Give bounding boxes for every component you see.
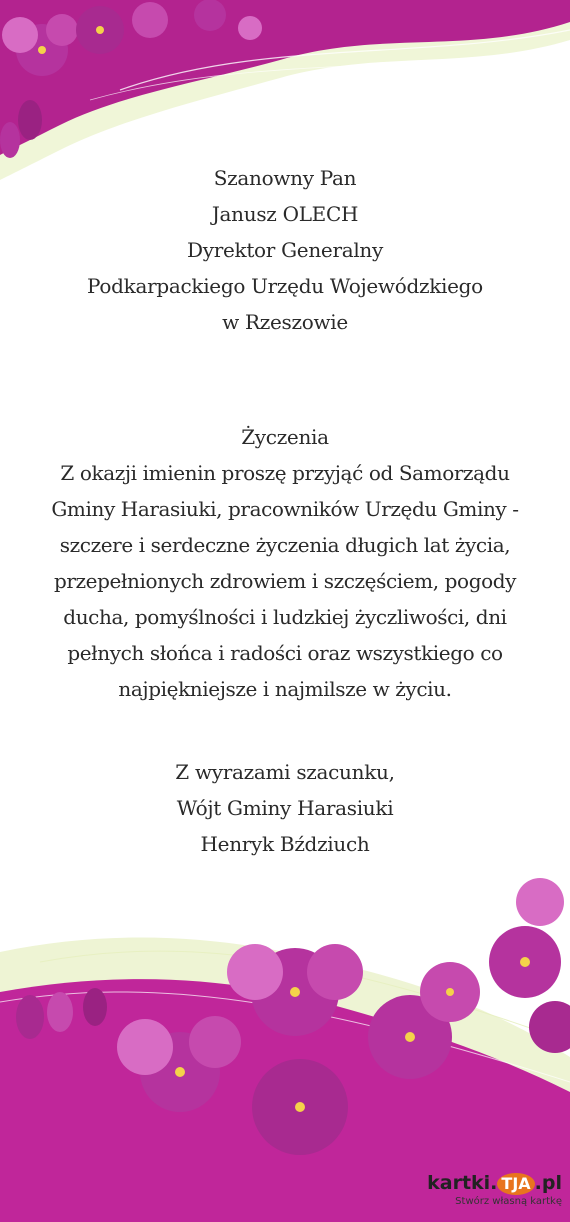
greeting-line-1: Z okazji imienin proszę przyjąć od Samorządu <box>60 461 510 485</box>
recipient-line-4: Podkarpackiego Urzędu Wojewódzkiego <box>87 274 483 298</box>
top-floral-decoration <box>0 0 570 180</box>
logo-tagline: Stwórz własną kartkę <box>455 1196 562 1207</box>
greeting-line-4: przepełnionych zdrowiem i szczęściem, pogody <box>53 569 517 593</box>
greeting-block <box>0 419 570 707</box>
closing-line-3: Henryk Bździuch <box>200 832 370 856</box>
greeting-title: Życzenia <box>241 425 329 449</box>
recipient-line-3: Dyrektor Generalny <box>186 238 384 262</box>
recipient-line-5: w Rzeszowie <box>222 310 348 334</box>
logo-badge-icon: TJA <box>497 1173 534 1195</box>
recipient-line-2: Janusz OLECH <box>211 202 359 226</box>
logo-brand <box>427 1172 562 1195</box>
closing-line-2: Wójt Gminy Harasiuki <box>176 796 394 820</box>
greeting-line-5: ducha, pomyślności i ludzkiej życzliwości, dni <box>63 605 507 629</box>
logo-suffix: .pl <box>534 1172 562 1194</box>
greeting-line-6: pełnych słońca i radości oraz wszystkiego co <box>67 641 503 665</box>
site-logo[interactable] <box>427 1172 562 1216</box>
greeting-line-3: szczere i serdeczne życzenia długich lat życia, <box>59 533 511 557</box>
bottom-floral-decoration <box>0 842 570 1222</box>
closing-line-1: Z wyrazami szacunku, <box>175 760 395 784</box>
recipient-block <box>0 160 570 340</box>
greeting-line-7: najpiękniejsze i najmilsze w życiu. <box>118 677 452 701</box>
greeting-line-2: Gminy Harasiuki, pracowników Urzędu Gminy - <box>51 497 519 521</box>
logo-prefix: kartki. <box>427 1172 498 1194</box>
recipient-line-1: Szanowny Pan <box>213 166 357 190</box>
